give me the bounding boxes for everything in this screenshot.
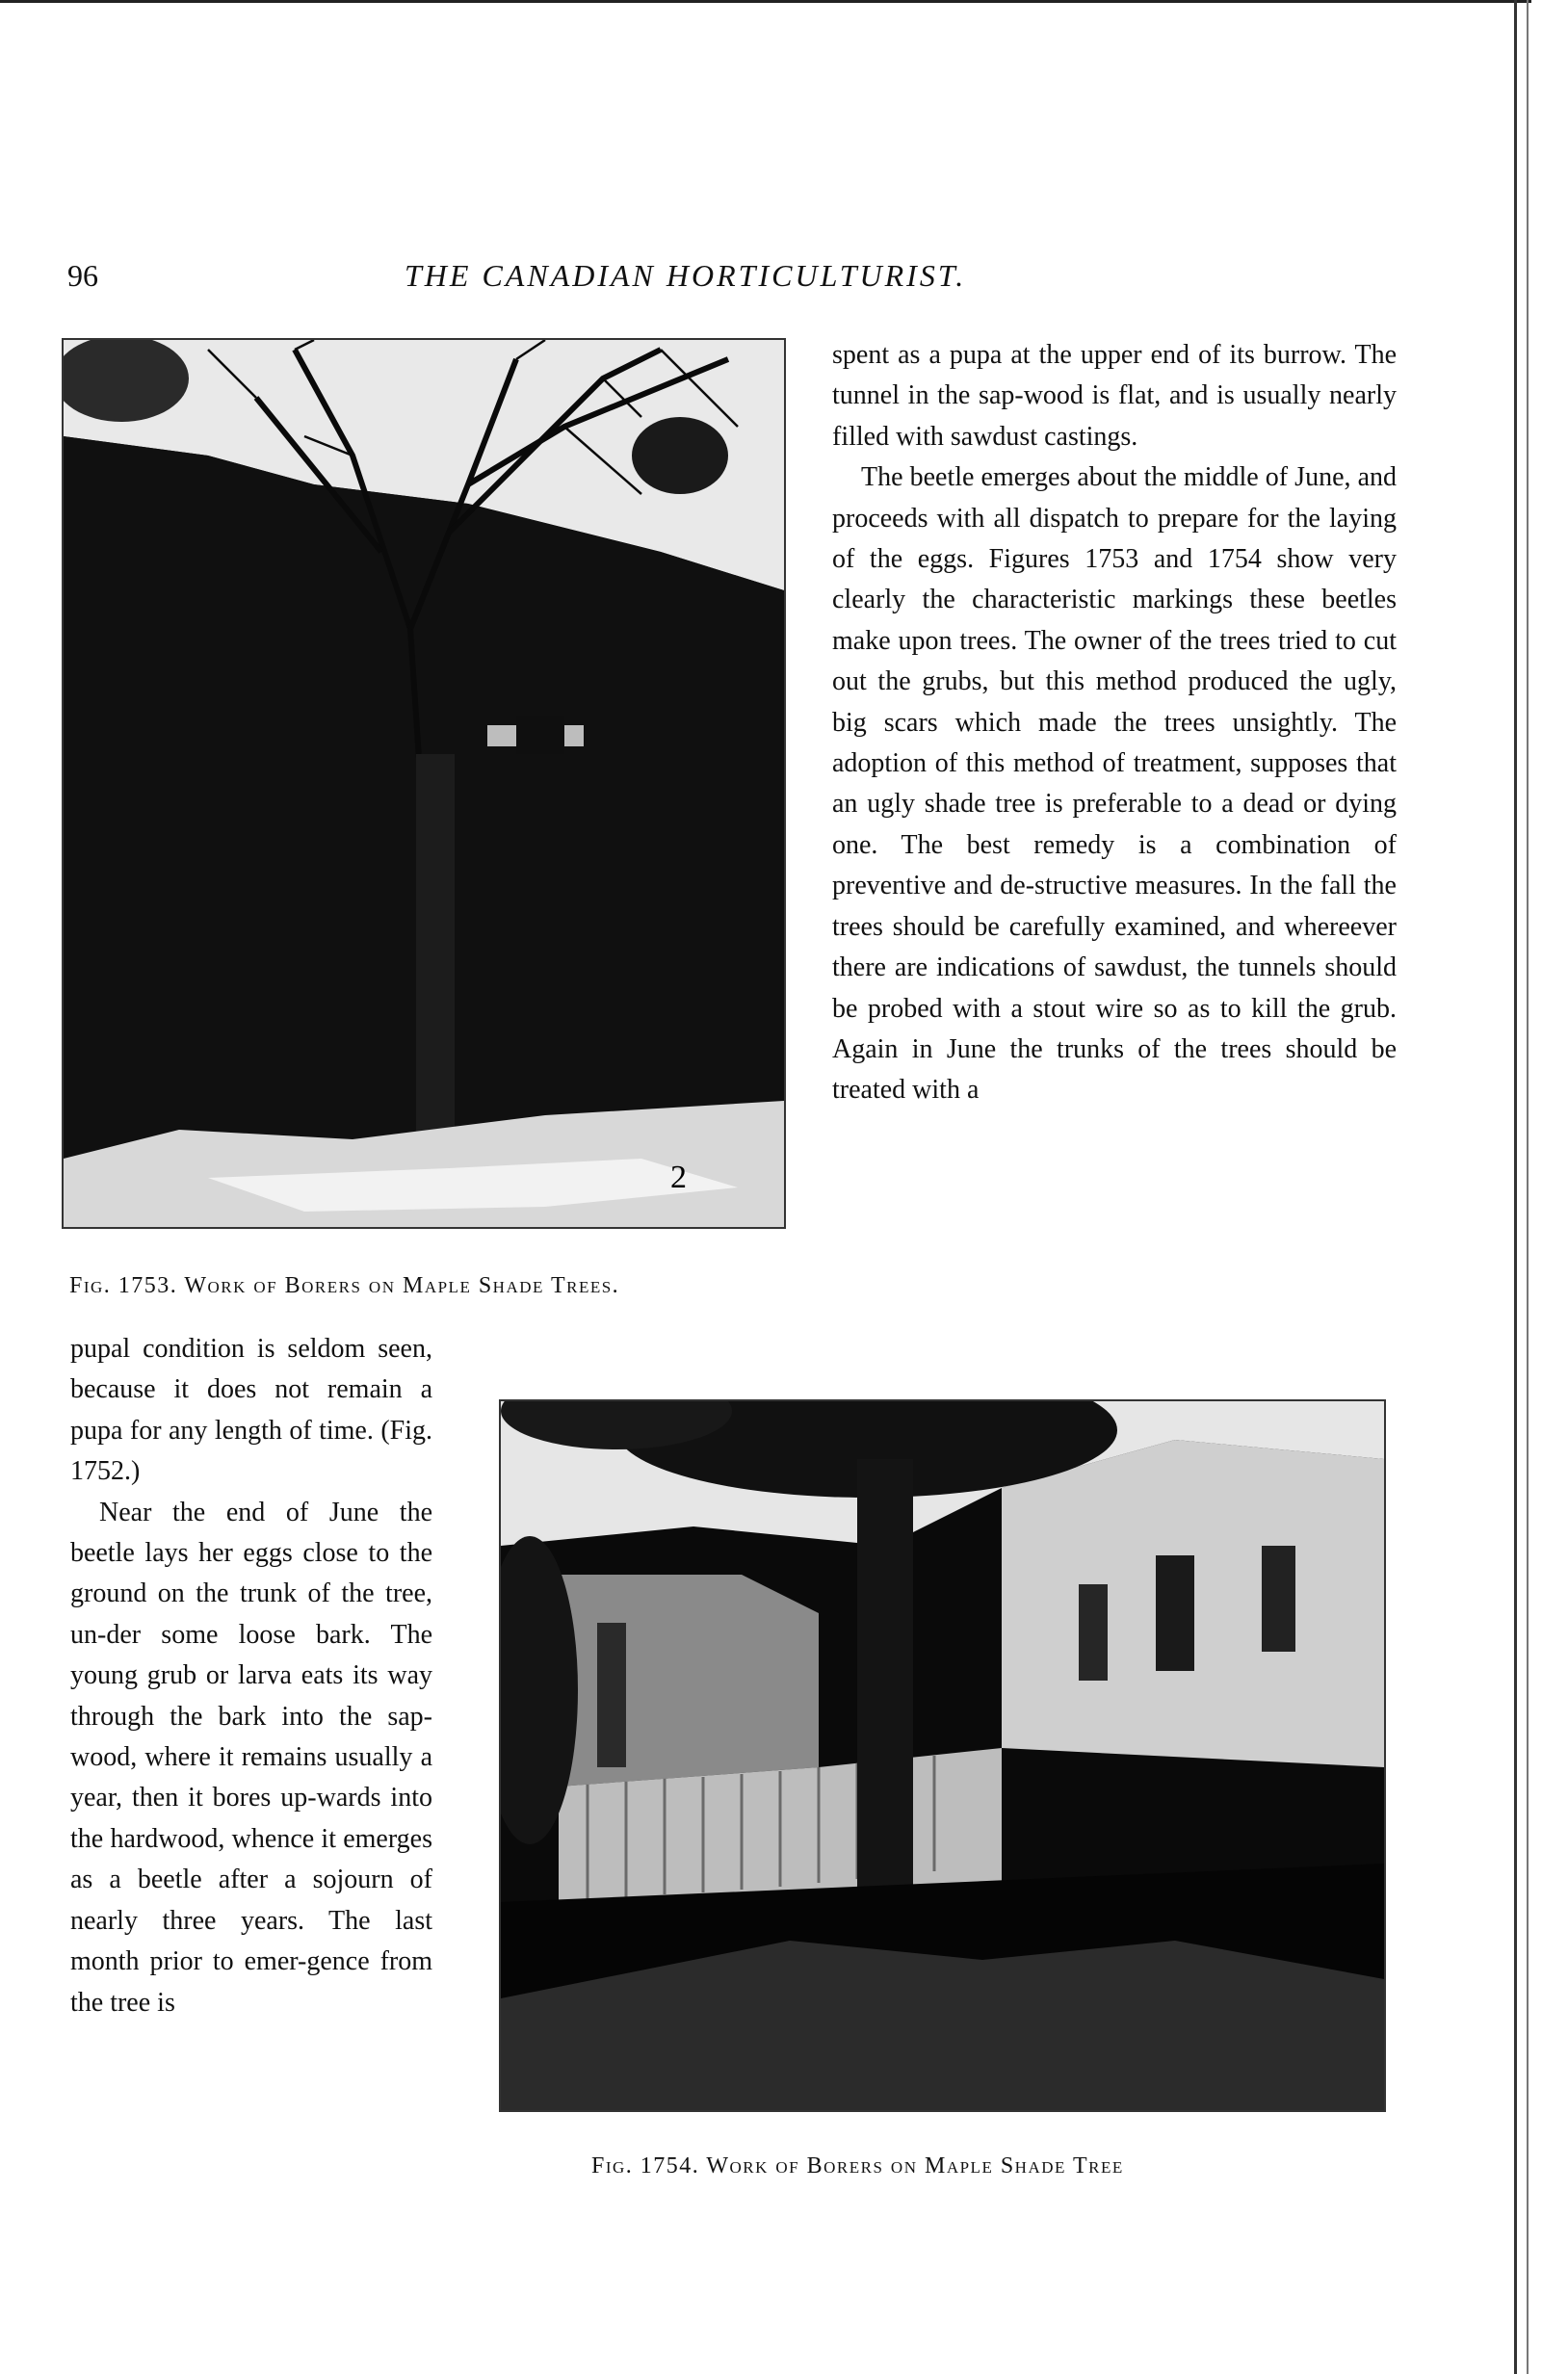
right-column-text [832,335,1397,1111]
left-column-paragraph-2: Near the end of June the beetle lays her eggs close to the ground on the trunk of the tree, un-der some loose bark. The young grub or larva eats its way through the bark into the sap-wood, where it remains usually a year, then it bores up-wards into the hardwood, whence it emerges as a beetle after a sojourn of nearly three years. The last month prior to emer-gence from the tree is [70,1497,432,2018]
figure-1753-caption: Fig. 1753. Work of Borers on Maple Shade Trees. [69,1273,620,1298]
figure-1754-caption: Fig. 1754. Work of Borers on Maple Shade Tree [591,2153,1124,2178]
figure-1754-photo [499,1399,1386,2112]
figure-1753-mark: 2 [670,1160,687,1195]
figure-1754-image [501,1401,1384,2110]
running-head: THE CANADIAN HORTICULTURIST. [405,258,967,293]
left-column-text [70,1329,432,2023]
left-column-paragraph-1: pupal condition is seldom seen, because it does not remain a pupa for any length of time. (Fig. 1752.) [70,1334,432,1487]
figure-1753-photo [62,338,786,1229]
page-number: 96 [67,258,98,293]
right-column-paragraph-1: spent as a pupa at the upper end of its burrow. The tunnel in the sap-wood is flat, and is usually nearly filled with sawdust castings. [832,340,1397,452]
page-edge-right [1514,0,1517,2374]
page-edge-top [0,0,1531,3]
page-edge-right-shadow [1527,0,1529,2374]
right-column-paragraph-2: The beetle emerges about the middle of June, and proceeds with all dispatch to prepare for the laying of the eggs. Figures 1753 and 1754 show very clearly the characteristic markings these beetles make upon trees. The owner of the trees tried to cut out the grubs, but this method produced the ugly, big scars which made the trees unsightly. The adoption of this method of treatment, supposes that an ugly shade tree is preferable to a dead or dying one. The best remedy is a combination of preventive and de-structive measures. In the fall the trees should be carefully examined, and whereever there are indications of sawdust, the tunnels should be probed with a stout wire so as to kill the grub. Again in June the trunks of the trees should be treated with a [832,462,1397,1106]
figure-1753-image [64,340,784,1227]
